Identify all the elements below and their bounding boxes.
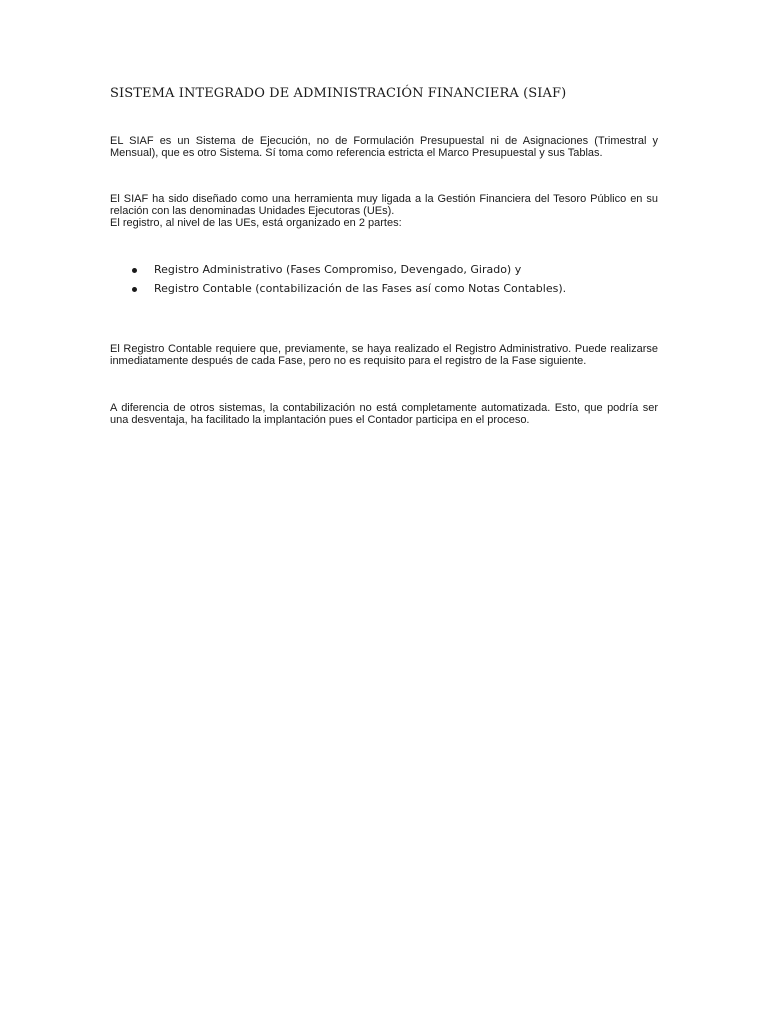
registro-parts-list bbox=[130, 262, 566, 300]
document-title: SISTEMA INTEGRADO DE ADMINISTRACIÓN FINANCIERA (SIAF) bbox=[110, 86, 567, 101]
paragraph-siaf-design bbox=[110, 193, 658, 229]
list-item-text: Registro Contable (contabilización de las Fases así como Notas Contables). bbox=[154, 282, 567, 295]
list-item-text: Registro Administrativo (Fases Compromiso, Devengado, Girado) y bbox=[154, 263, 522, 276]
bullet-icon bbox=[132, 268, 137, 273]
list-item bbox=[130, 262, 566, 281]
bullet-icon bbox=[132, 287, 137, 292]
list-item bbox=[130, 281, 566, 300]
paragraph-siaf-design-text: El SIAF ha sido diseñado como una herramienta muy ligada a la Gestión Financiera del Tesoro Público en su relación con las denominadas Unidades Ejecutoras (UEs). bbox=[110, 193, 658, 217]
paragraph-siaf-definition: EL SIAF es un Sistema de Ejecución, no de Formulación Presupuestal ni de Asignaciones (Trimestral y Mensual), que es otro Sistema. Sí toma como referencia estricta el Marco Presupuestal y sus Tablas. bbox=[110, 135, 658, 159]
paragraph-registro-contable: El Registro Contable requiere que, previamente, se haya realizado el Registro Administrativo. Puede realizarse inmediatamente después de cada Fase, pero no es requisito para el registro de la Fase siguiente. bbox=[110, 343, 658, 367]
paragraph-registro-parts: El registro, al nivel de las UEs, está organizado en 2 partes: bbox=[110, 217, 402, 229]
paragraph-contabilizacion: A diferencia de otros sistemas, la contabilización no está completamente automatizada. Esto, que podría ser una desventaja, ha facilitado la implantación pues el Contador participa en el proceso. bbox=[110, 402, 658, 426]
